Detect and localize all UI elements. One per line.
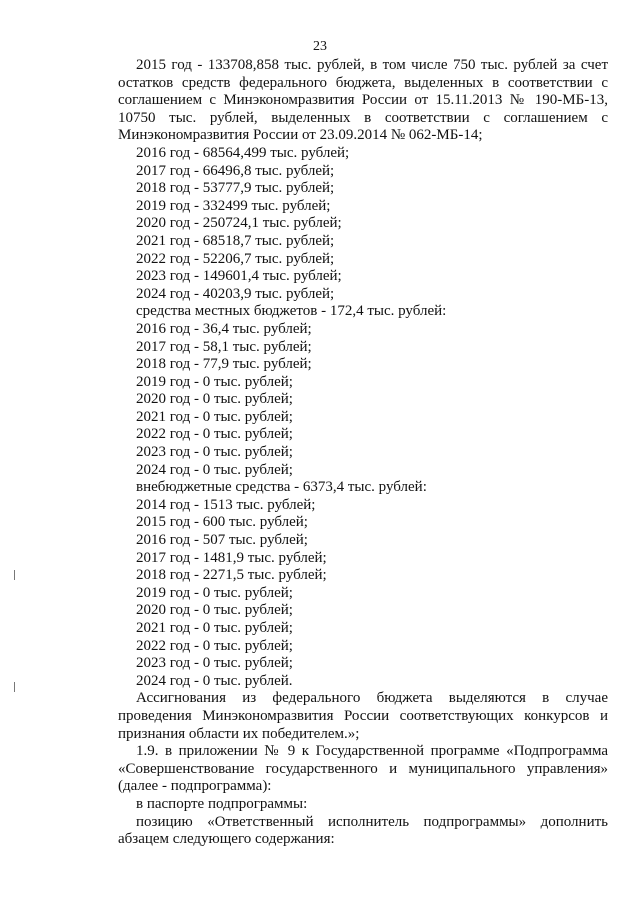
list-item: 2020 год - 0 тыс. рублей; <box>136 391 293 408</box>
list-item: 2016 год - 36,4 тыс. рублей; <box>136 320 312 337</box>
list-item: 2018 год - 53777,9 тыс. рублей; <box>136 180 335 197</box>
list-item: 2017 год - 1481,9 тыс. рублей; <box>136 549 327 566</box>
list-item: 2014 год - 1513 тыс. рублей; <box>136 496 316 513</box>
list-item: 2021 год - 0 тыс. рублей; <box>136 620 293 636</box>
list-item: 2016 год - 507 тыс. рублей; <box>136 532 308 549</box>
list-item: 2024 год - 0 тыс. рублей. <box>136 672 293 689</box>
list-item: 2019 год - 0 тыс. рублей; <box>136 373 293 390</box>
federal-budget-list <box>118 145 608 303</box>
allocations-paragraph: Ассигнования из федерального бюджета выделяются в случае проведения Минэкономразвития России соответствующих конкурсов и признания области их победителем.»; <box>118 690 608 742</box>
list-item: 2022 год - 52206,7 тыс. рублей; <box>136 250 335 267</box>
list-item: 2021 год - 0 тыс. рублей; <box>136 408 293 425</box>
list-item: 2015 год - 600 тыс. рублей; <box>136 514 308 531</box>
list-item: 2016 год - 68564,499 тыс. рублей; <box>136 144 350 161</box>
passport-paragraph: в паспорте подпрограммы: <box>136 795 308 812</box>
list-item: 2020 год - 0 тыс. рублей; <box>136 602 293 619</box>
section-1-9-paragraph: 1.9. в приложении № 9 к Государственной программе «Подпрограмма «Совершенствование государственного и муниципального управления» (далее - подпрограмма): <box>118 743 608 795</box>
list-item: 2018 год - 2271,5 тыс. рублей; <box>136 567 327 584</box>
extrabudgetary-list <box>118 497 608 691</box>
list-item: 2024 год - 40203,9 тыс. рублей; <box>136 285 335 302</box>
list-item: 2023 год - 0 тыс. рублей; <box>136 655 293 672</box>
list-item: 2019 год - 332499 тыс. рублей; <box>136 197 331 214</box>
list-item: 2017 год - 58,1 тыс. рублей; <box>136 338 312 355</box>
local-budget-list <box>118 321 608 479</box>
margin-mark <box>14 682 15 692</box>
margin-mark <box>14 570 15 580</box>
document-body <box>118 57 608 849</box>
intro-paragraph: 2015 год - 133708,858 тыс. рублей, в том числе 750 тыс. рублей за счет остатков средств федерального бюджета, выделенных в соответствии с соглашением с Минэкономразвития России от 15.11.2013 № 190-МБ-13, 10750 тыс. рублей, выделенных в соответствии с соглашением с Минэкономразвития России от 23.09.2014 № 062-МБ-14; <box>118 57 608 144</box>
list-item: 2022 год - 0 тыс. рублей; <box>136 637 293 654</box>
extrabudgetary-heading: внебюджетные средства - 6373,4 тыс. рублей: <box>136 479 427 496</box>
list-item: 2020 год - 250724,1 тыс. рублей; <box>136 215 342 232</box>
local-budget-heading: средства местных бюджетов - 172,4 тыс. рублей: <box>136 303 447 320</box>
list-item: 2019 год - 0 тыс. рублей; <box>136 584 293 601</box>
list-item: 2023 год - 149601,4 тыс. рублей; <box>136 268 342 285</box>
list-item: 2022 год - 0 тыс. рублей; <box>136 426 293 443</box>
page-number: 23 <box>313 39 327 54</box>
list-item: 2023 год - 0 тыс. рублей; <box>136 444 293 461</box>
list-item: 2018 год - 77,9 тыс. рублей; <box>136 356 312 373</box>
position-paragraph: позицию «Ответственный исполнитель подпрограммы» дополнить абзацем следующего содержания: <box>118 813 608 848</box>
list-item: 2017 год - 66496,8 тыс. рублей; <box>136 162 335 179</box>
list-item: 2024 год - 0 тыс. рублей; <box>136 461 293 478</box>
list-item: 2021 год - 68518,7 тыс. рублей; <box>136 232 335 249</box>
